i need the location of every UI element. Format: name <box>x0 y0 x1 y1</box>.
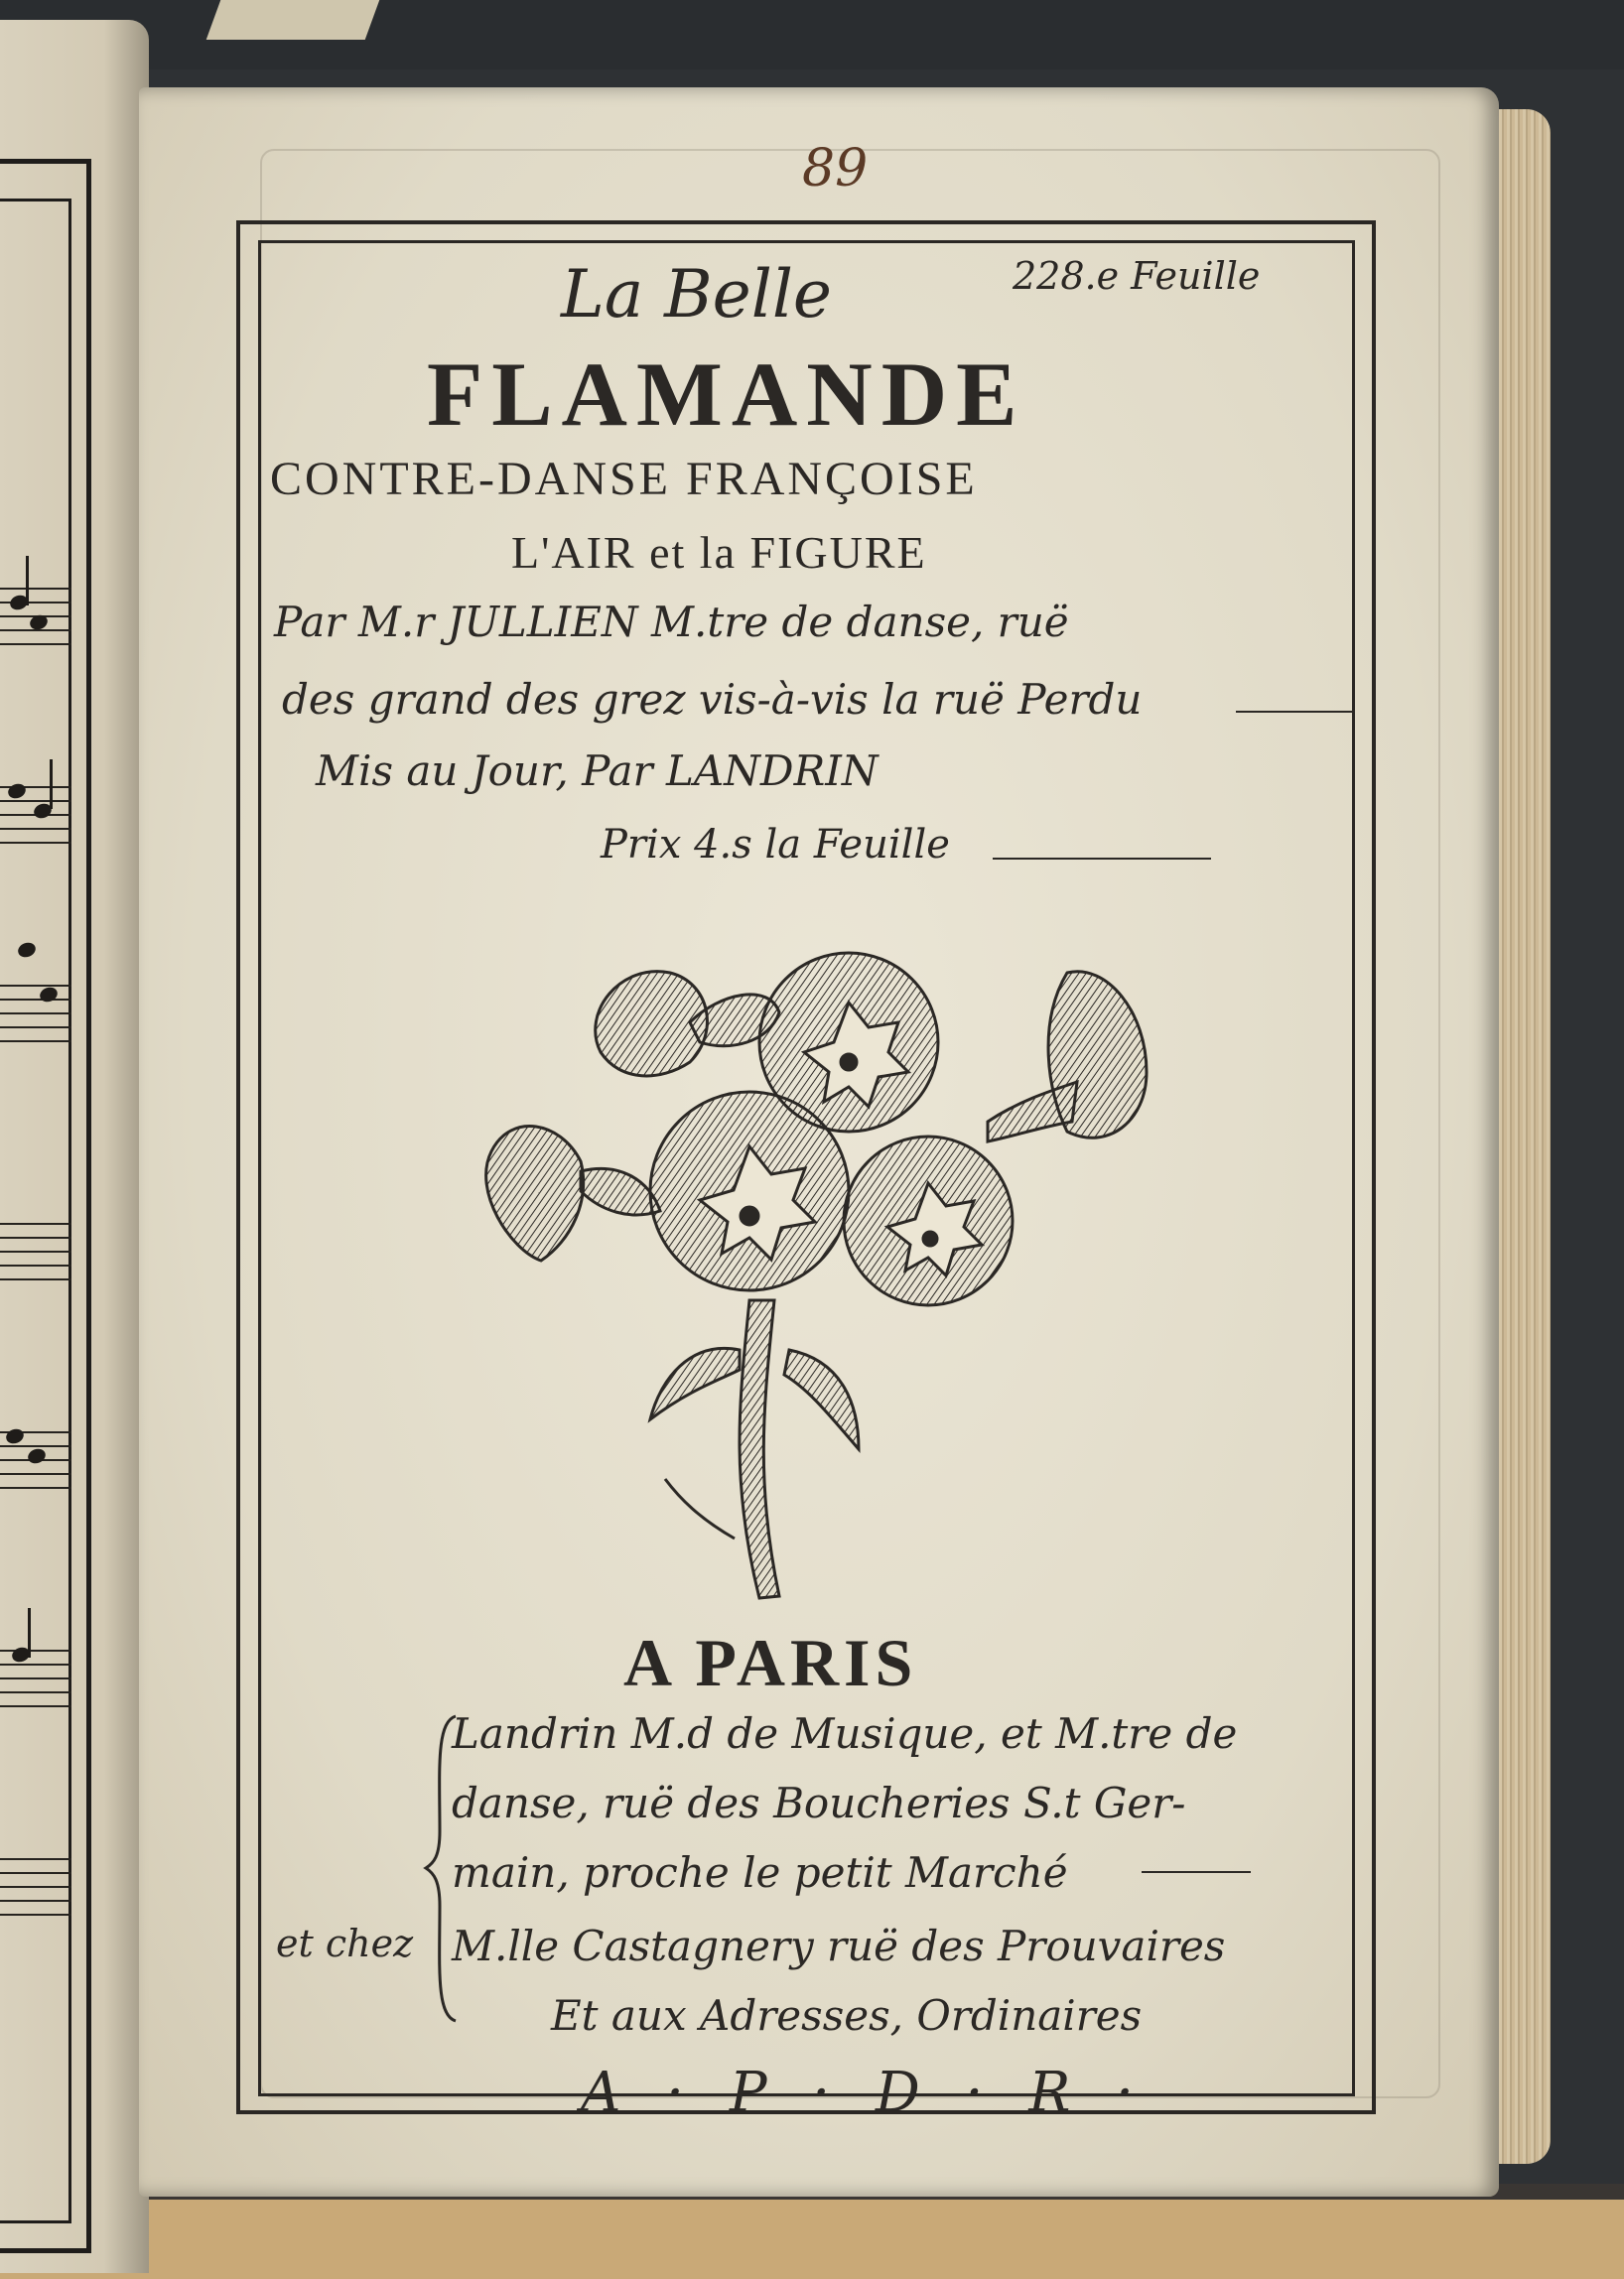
subtitle-genre: CONTRE-DANSE FRANÇOISE <box>270 453 978 505</box>
imprint-address-1: Landrin M.d de Musique, et M.tre de <box>452 1709 1238 1758</box>
imprint-address-5: Et aux Adresses, Ordinaires <box>551 1991 1143 2040</box>
title-script-line: La Belle <box>561 256 832 333</box>
music-stem <box>26 556 29 605</box>
music-staff <box>0 576 71 645</box>
privilege-mark: A · P · D · R · <box>581 2061 1148 2125</box>
flourish-rule <box>1236 711 1355 713</box>
publisher-line: Mis au Jour, Par LANDRIN <box>316 746 879 795</box>
flourish-rule <box>993 858 1211 860</box>
facing-page-music <box>0 20 149 2273</box>
music-staff <box>0 1846 71 1916</box>
imprint-address-3: main, proche le petit Marché <box>452 1848 1068 1897</box>
cover-edge <box>206 0 380 40</box>
music-staff <box>0 1638 71 1707</box>
et-chez-label: et chez <box>276 1922 414 1965</box>
imprint-address-4: M.lle Castagnery ruë des Prouvaires <box>452 1922 1226 1970</box>
flourish-rule <box>1142 1871 1251 1873</box>
composer-address-line: des grand des grez vis-à-vis la ruë Perdu <box>282 675 1143 724</box>
subtitle-air-figure: L'AIR et la FIGURE <box>511 527 927 578</box>
imprint-city: A PARIS <box>623 1625 918 1700</box>
folio-number: 89 <box>802 139 869 199</box>
music-stem <box>50 759 53 809</box>
imprint-address-2: danse, ruë des Boucheries S.t Ger- <box>452 1779 1186 1827</box>
music-stem <box>28 1608 31 1658</box>
sheet-number: 228.e Feuille <box>1013 254 1261 298</box>
music-staff <box>0 973 71 1042</box>
composer-line: Par M.r JULLIEN M.tre de danse, ruë <box>274 598 1069 646</box>
music-staff <box>0 1211 71 1280</box>
main-title: FLAMANDE <box>427 343 1026 445</box>
flower-bouquet-engraving-icon <box>452 923 1186 1618</box>
price-line: Prix 4.s la Feuille <box>601 822 950 868</box>
